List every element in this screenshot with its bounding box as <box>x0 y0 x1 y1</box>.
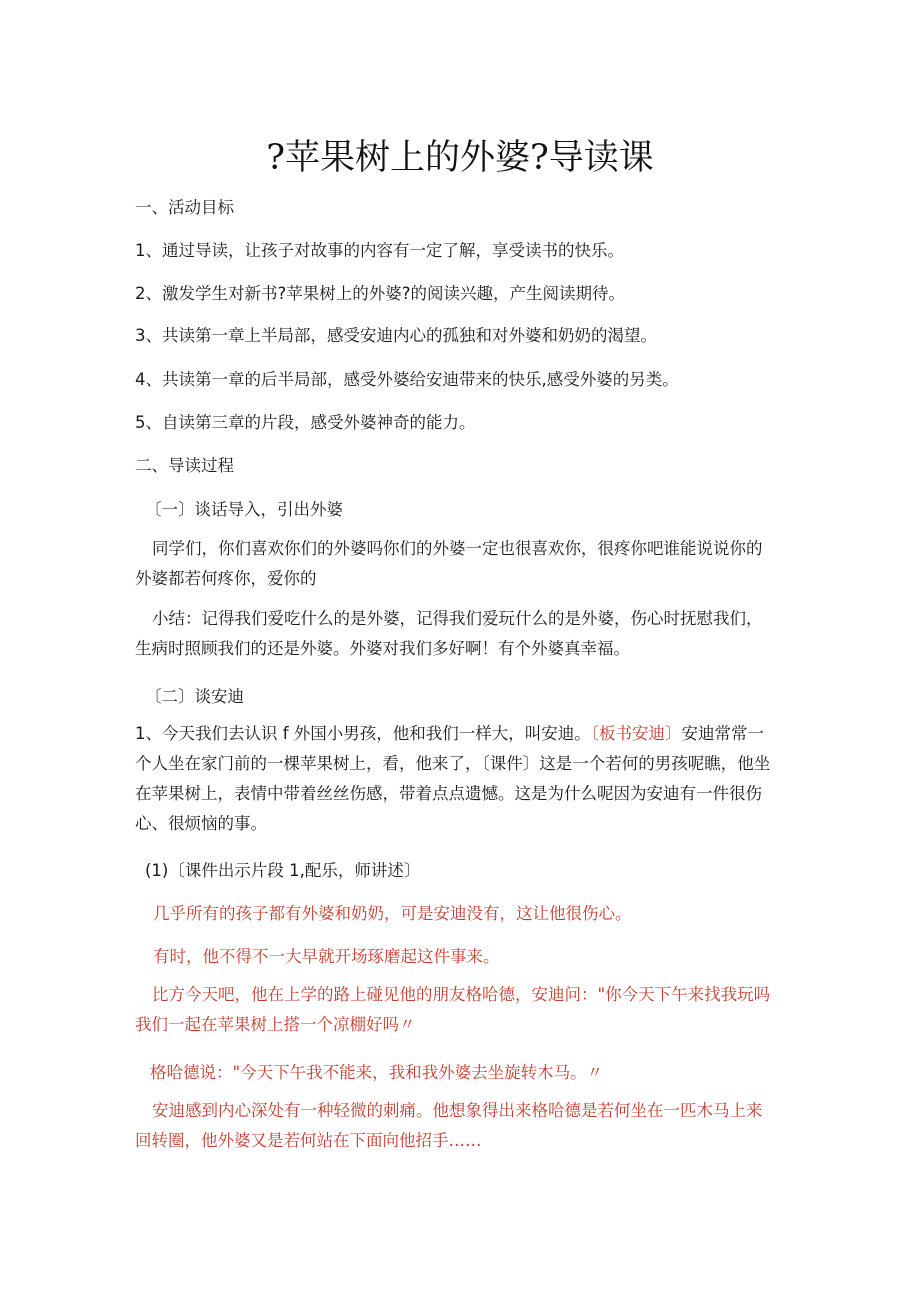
paragraph-text: 同学们，你们喜欢你们的外婆吗你们的外婆一定也很喜欢你，很疼你吧谁能说说你的外婆都若何疼你，爱你的 <box>135 539 763 588</box>
goal-item: 2、激发学生对新书?苹果树上的外婆?的阅读兴趣，产生阅读期待。 <box>135 284 626 303</box>
goal-item: 5、自读第三章的片段，感受外婆神奇的能力。 <box>135 413 476 432</box>
paragraph-text: 安迪常常一个人坐在家门前的一棵苹果树上，看，他来了，〔课件〕这是一个若何的男孩呢瞧，他坐在苹果树上，表情中带着丝丝伤感，带着点点遗憾。这是为什么呢因为安迪有一件很伤心、很烦恼的事。 <box>135 724 771 833</box>
paragraph <box>135 534 775 594</box>
story-text: 比方今天吧，他在上学的路上碰见他的朋友格哈德，安迪问："你今天下午来找我玩吗我们一起在苹果树上搭一个凉棚好吗〃 <box>135 985 771 1034</box>
story-line: 有时，他不得不一大早就开场琢磨起这件事来。 <box>153 947 500 966</box>
story-paragraph <box>135 1096 775 1156</box>
story-line: 格哈德说："今天下午我不能来，我和我外婆去坐旋转木马。〃 <box>150 1063 604 1082</box>
section-heading-process: 二、导读过程 <box>135 456 234 475</box>
subsection-heading: 〔一〕谈话导入，引出外婆 <box>145 500 343 519</box>
goal-item: 4、共读第一章的后半局部，感受外婆给安迪带来的快乐,感受外婆的另类。 <box>135 370 679 389</box>
section-heading-goals: 一、活动目标 <box>135 198 234 217</box>
subsection-item: (1)〔课件出示片段 1,配乐，师讲述〕 <box>145 861 421 880</box>
paragraph <box>135 604 775 664</box>
page-title: ?苹果树上的外婆?导读课 <box>266 138 654 178</box>
board-note: 〔板书安迪〕 <box>590 724 682 743</box>
goal-item: 3、共读第一章上半局部，感受安迪内心的孤独和对外婆和奶奶的渴望。 <box>135 326 657 345</box>
story-text: 安迪感到内心深处有一种轻微的刺痛。他想象得出来格哈德是若何坐在一匹木马上来回转圈，他外婆又是若何站在下面向他招手…… <box>135 1101 763 1150</box>
subsection-heading: 〔二〕谈安迪 <box>145 687 244 706</box>
goal-item: 1、通过导读，让孩子对故事的内容有一定了解，享受读书的快乐。 <box>135 241 624 260</box>
paragraph-text: 1、今天我们去认识 f 外国小男孩，他和我们一样大，叫安迪。 <box>135 724 591 743</box>
story-line: 几乎所有的孩子都有外婆和奶奶，可是安迪没有，这让他很伤心。 <box>153 904 632 923</box>
paragraph <box>135 719 775 839</box>
paragraph-text: 小结：记得我们爱吃什么的是外婆，记得我们爱玩什么的是外婆，伤心时抚慰我们，生病时照顾我们的还是外婆。外婆对我们多好啊！有个外婆真幸福。 <box>135 609 763 658</box>
story-paragraph <box>135 980 775 1040</box>
